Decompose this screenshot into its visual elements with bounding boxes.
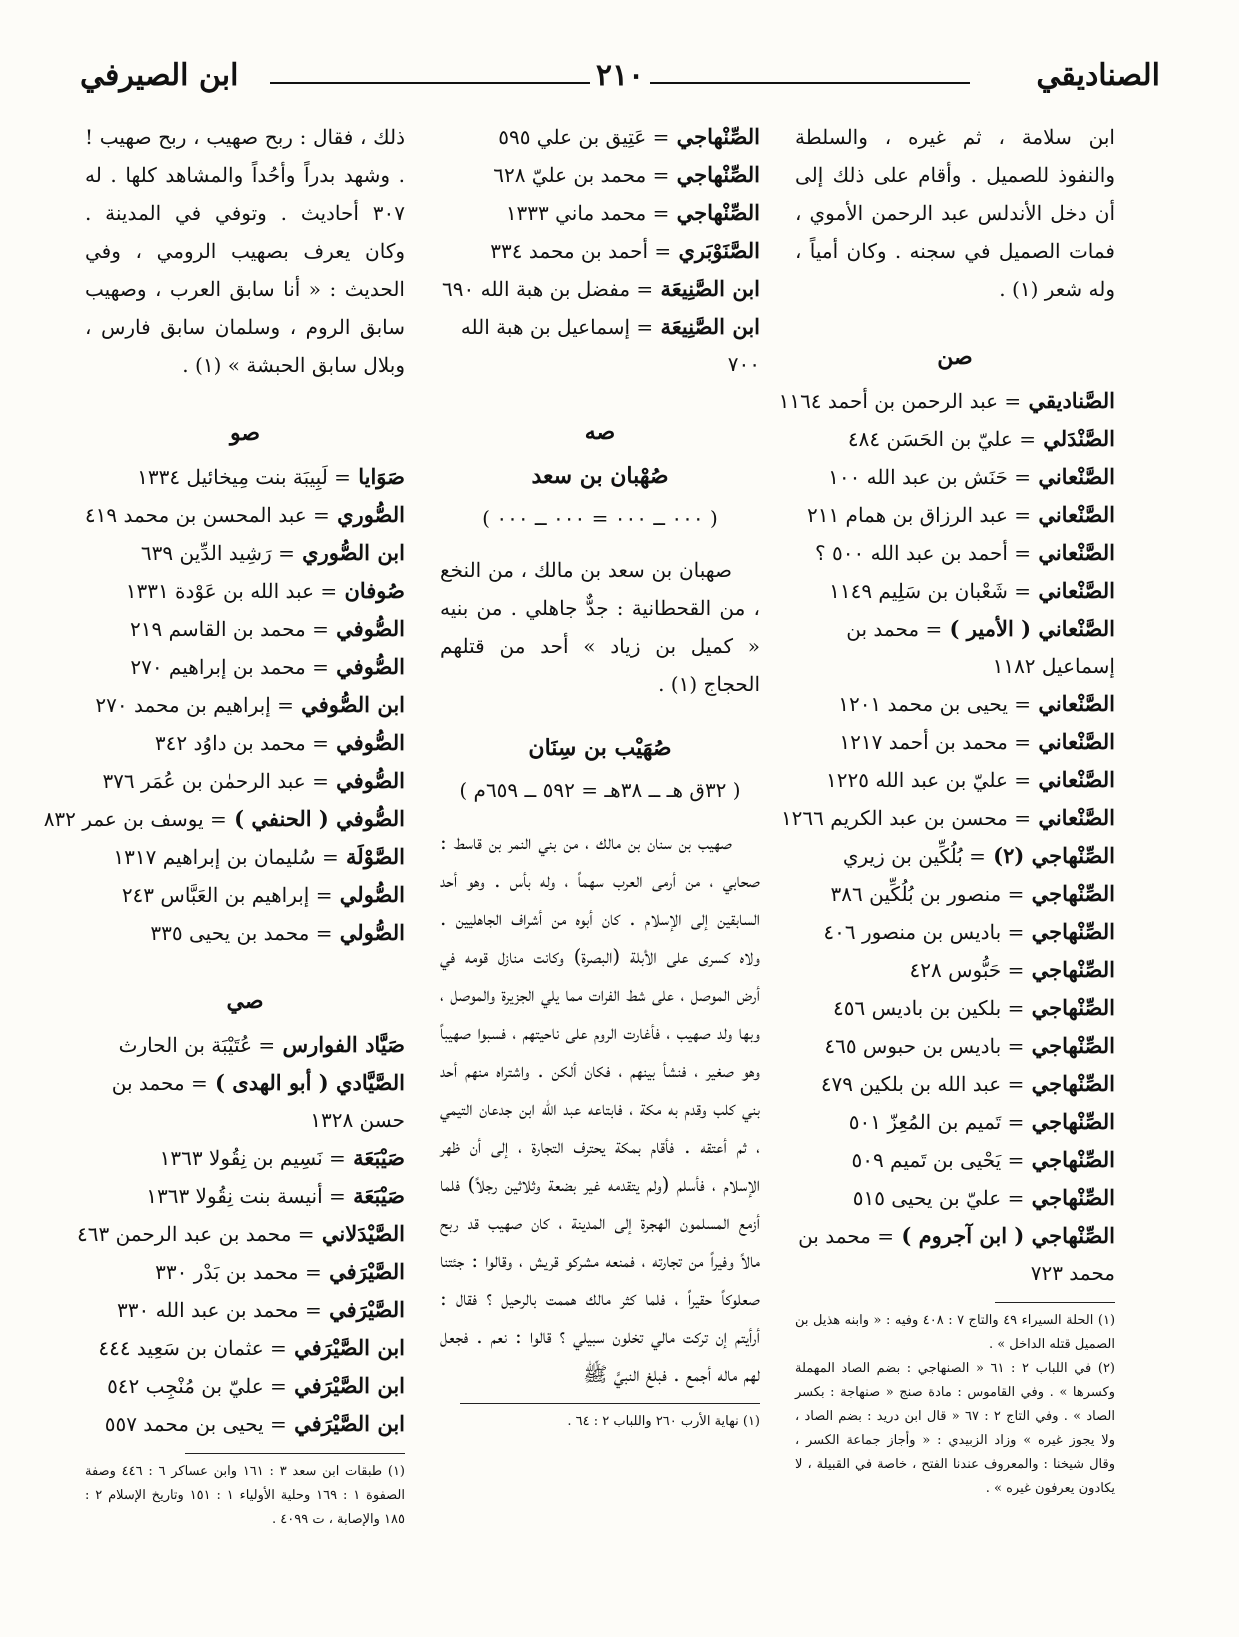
middle-entry: الصِّنْهاجي = محمد بن عليّ ٦٢٨: [493, 162, 760, 187]
left-intro-paragraph: ذلك ، فقال : ربح صهيب ، ربح صهيب ! . وشهد بدراً وأحُداً والمشاهد كلها . له ٣٠٧ أحاديث . وتوفي في المدينة . وكان يعرف بصهيب الرومي ، وفي الحديث : « أنا سابق العرب ، وصهيب سابق الروم ، وسلمان سابق فارس ، وبلال سابق الحبشة » (١) .: [85, 125, 405, 377]
middle-entry: ابن الصَّنِيعَة = إسماعيل بن هبة الله ٧٠٠: [460, 314, 760, 376]
left-sy-entry: صَيْبَعَة = أنيسة بنت نِقُولا ١٣٦٣: [146, 1183, 405, 1208]
right-column: [778, 118, 1116, 1501]
bio-text-suhban: صهبان بن سعد بن مالك ، من النخع ، من القحطانية : جدٌّ جاهلي . من بنيه « كميل بن زياد » أحد من قتلهم الحجاج (١) .: [440, 558, 760, 696]
middle-entry: الصِّنْهاجي = عَتِيق بن علي ٥٩٥: [498, 124, 760, 149]
left-sy-entry: ابن الصَّيْرَفي = يحيى بن محمد ٥٥٧: [104, 1411, 405, 1436]
page-number: ٢١٠: [595, 58, 645, 93]
left-sy-entry: الصَّيَّادي ( أبو الهدى ) = محمد بن حسن ١٣٢٨: [111, 1070, 405, 1132]
right-entry: الصِّنْهاجي = بلكين بن باديس ٤٥٦: [833, 995, 1115, 1020]
left-sy-entry: الصَّيْرَفي = محمد بن بَدْر ٣٣٠: [155, 1259, 405, 1284]
left-column: [43, 118, 405, 1532]
middle-entry: الصِّنْهاجي = محمد ماني ١٣٣٣: [505, 200, 760, 225]
section-heading-sn: صن: [937, 344, 973, 370]
right-entry: الصِّنْهاجي ( ابن آجروم ) = محمد بن محمد ٧٢٣: [798, 1223, 1115, 1285]
footnote-rule: [185, 1453, 405, 1454]
section-heading-sh: صه: [584, 419, 616, 445]
left-sw-entry: الصُّولي = إبراهيم بن العَبَّاس ٢٤٣: [121, 882, 405, 907]
bio-heading-suhban: صُهْبان بن سعد: [531, 463, 669, 489]
right-entry: الصِّنْهاجي = منصور بن بُلُكِّين ٣٨٦: [830, 881, 1115, 906]
middle-entry: ابن الصَّنِيعَة = مفضل بن هبة الله ٦٩٠: [442, 276, 760, 301]
middle-entry-list: [440, 118, 760, 383]
bio-dates-suhayb: ( ٣٢ق هـ ــ ٣٨هـ = ٥٩٢ ــ ٦٥٩م ): [459, 778, 741, 802]
left-sy-entry: ابن الصَّيْرَفي = عليّ بن مُنْجِب ٥٤٢: [107, 1373, 405, 1398]
left-sw-entry: الصُّوفي = محمد بن إبراهيم ٢٧٠: [130, 654, 405, 679]
header-left-title: ابن الصيرفي: [80, 58, 239, 93]
left-sy-entry: الصَّيْرَفي = محمد بن عبد الله ٣٣٠: [117, 1297, 405, 1322]
right-entry: الصَّنْعاني ( الأمير ) = محمد بن إسماعيل ١١٨٢: [846, 616, 1115, 678]
bio-text-suhayb: صهيب بن سنان بن مالك ، من بني النمر بن قاسط : صحابي ، من أرمى العرب سهماً ، وله بأس . وهو أحد السابقين إلى الإسلام . كان أبوه من أشراف الجاهليين . ولاه كسرى على الأبلة (البصرة) وكانت منازل قومه في أرض الموصل ، على شط الفرات مما يلي الجزيرة والموصل ، وبها ولد صهيب ، فأغارت الروم على ناحيتهم ، فسبوا صهيباً وهو صغير ، فنشأ بينهم ، فكان ألكن . واشتراه منهم أحد بني كلب وقدم به مكة ، فابتاعه عبد الله ابن جدعان التيمي ، ثم أعتقه . فأقام بمكة يحترف التجارة ، إلى أن ظهر الإسلام ، فأسلم (ولم يتقدمه غير بضعة وثلاثين رجلاً) فلما أزمع المسلمون الهجرة إلى المدينة ، كان صهيب قد ربح مالاً وفيراً من تجارته ، فمنعه مشركو قريش ، وقالوا : جئتنا صعلوكاً حقيراً ، فلما كثر مالك هممت بالرحيل ؟ فقال : أرأيتم إن تركت مالي تخلون سبيلي ؟ قالوا : نعم . فجعل لهم ماله أجمع . فبلغ النبيَّ ﷺ: [440, 830, 760, 1386]
header-rule-left: [270, 82, 590, 84]
right-footnote: (٢) في اللباب ٢ : ٦١ « الصنهاجي : بضم الصاد المهملة وكسرها » . وفي القاموس : مادة صنج « صنهاجة : بكسر الصاد » . وفي التاج ٢ : ٦٧ « قال ابن دريد : بضم الصاد ، ولا يجوز غيره » وزاد الزبيدي : « وأجاز جماعة الكسر ، وقال شيخنا : والمعروف عندنا الفتح ، خاصة في القبيلة ، لا يكادون يعرفون غيره » .: [795, 1361, 1115, 1496]
right-entry: الصِّنْهاجي = عليّ بن يحيى ٥١٥: [852, 1185, 1115, 1210]
left-sw-entry: ابن الصُّوفي = إبراهيم بن محمد ٢٧٠: [95, 692, 405, 717]
left-sw-entry: الصُّوفي ( الحنفي ) = يوسف بن عمر ٨٣٢: [43, 806, 405, 831]
right-entry: الصَّنْعاني = عليّ بن عبد الله ١٢٢٥: [826, 767, 1115, 792]
bio-dates-suhban: ( ٠٠٠ ــ ٠٠٠ = ٠٠٠ ــ ٠٠٠ ): [482, 506, 718, 530]
right-entry: الصَّنْعاني = حَنَش بن عبد الله ١٠٠: [828, 464, 1115, 489]
bio-heading-suhayb: صُهَيْب بن سِنَان: [528, 735, 672, 761]
left-entry-list-sw: [43, 458, 405, 952]
section-heading-sy: صي: [226, 988, 264, 1014]
footnote-rule: [460, 1403, 760, 1404]
right-entry: الصَّنْعاني = محسن بن عبد الكريم ١٢٦٦: [780, 805, 1115, 830]
section-heading-sw: صو: [229, 420, 261, 446]
left-sy-entry: صَيَّاد الفوارس = عُتَيْبَة بن الحارث: [118, 1032, 405, 1057]
right-entry: الصَّناديقي = عبد الرحمن بن أحمد ١١٦٤: [778, 388, 1115, 413]
right-entry: الصَّنْعاني = يحيى بن محمد ١٢٠١: [838, 691, 1115, 716]
right-entry: الصِّنْهاجي (٢) = بُلُكِّين بن زيري: [842, 843, 1115, 868]
middle-footnote: (١) نهاية الأرب ٢٦٠ واللباب ٢ : ٦٤ .: [567, 1414, 760, 1429]
left-sy-entry: الصَّيْدَلاني = محمد بن عبد الرحمن ٤٦٣: [76, 1221, 405, 1246]
page-header: [80, 52, 1160, 122]
right-footnotes: [795, 1309, 1115, 1501]
left-sy-entry: صَيْبَعَة = نَسِيم بن نِقُولا ١٣٦٣: [159, 1145, 405, 1170]
header-rule-right: [650, 82, 970, 84]
left-sw-entry: صَوَايا = لَبِيبَة بنت مِيخائيل ١٣٣٤: [137, 464, 405, 489]
right-entry: الصَّنْعاني = عبد الرزاق بن همام ٢١١: [806, 502, 1115, 527]
right-entry: الصِّنْهاجي = تَميم بن المُعِزّ ٥٠١: [848, 1109, 1115, 1134]
right-entry: الصِّنْهاجي = باديس بن حبوس ٤٦٥: [824, 1033, 1115, 1058]
left-sy-entry: ابن الصَّيْرَفي = عثمان بن سَعِيد ٤٤٤: [98, 1335, 405, 1360]
right-entry: الصَّنْدَلي = عليّ بن الحَسَن ٤٨٤: [847, 426, 1115, 451]
left-sw-entry: الصَّوْلَة = سُليمان بن إبراهيم ١٣١٧: [113, 844, 405, 869]
left-sw-entry: الصُّوفي = عبد الرحمٰن بن عُمَر ٣٧٦: [102, 768, 405, 793]
right-entry: الصِّنْهاجي = عبد الله بن بلكين ٤٧٩: [820, 1071, 1115, 1096]
left-sw-entry: ابن الصُّوري = رَشِيد الدِّين ٦٣٩: [140, 540, 405, 565]
left-sw-entry: الصُّوفي = محمد بن داوُد ٣٤٢: [154, 730, 405, 755]
right-entry: الصَّنْعاني = محمد بن أحمد ١٢١٧: [839, 729, 1115, 754]
left-sw-entry: صُوفان = عبد الله بن عَوْدة ١٣٣١: [125, 578, 405, 603]
right-entry-list: [778, 382, 1115, 1292]
right-entry: الصِّنْهاجي = حَبُّوس ٤٢٨: [909, 957, 1115, 982]
right-entry: الصِّنْهاجي = باديس بن منصور ٤٠٦: [823, 919, 1115, 944]
right-entry: الصَّنْعاني = شَعْبان بن سَلِيم ١١٤٩: [829, 578, 1115, 603]
left-entry-list-sy: [76, 1026, 405, 1443]
footnote-rule: [995, 1302, 1115, 1303]
middle-entry: الصَّنَوْبَري = أحمد بن محمد ٣٣٤: [490, 238, 760, 263]
right-intro-paragraph: ابن سلامة ، ثم غيره ، والسلطة والنفوذ للصميل . وأقام على ذلك إلى أن دخل الأندلس عبد الرحمن الأموي ، فمات الصميل في سجنه . وكان أمياً ، وله شعر (١) .: [795, 125, 1115, 301]
right-footnote: (١) الحلة السيراء ٤٩ والتاج ٧ : ٤٠٨ وفيه : « وابنه هذيل بن الصميل قتله الداخل » .: [795, 1313, 1116, 1352]
header-right-title: الصناديقي: [1036, 58, 1160, 93]
middle-column: [440, 118, 760, 1434]
left-sw-entry: الصُّولي = محمد بن يحيى ٣٣٥: [150, 920, 405, 945]
right-entry: الصَّنْعاني = أحمد بن عبد الله ٥٠٠ ؟: [815, 540, 1115, 565]
left-sw-entry: الصُّوفي = محمد بن القاسم ٢١٩: [130, 616, 405, 641]
right-entry: الصِّنْهاجي = يَحْيى بن تَميم ٥٠٩: [851, 1147, 1115, 1172]
left-footnote: (١) طبقات ابن سعد ٣ : ١٦١ وابن عساكر ٦ : ٤٤٦ وصفة الصفوة ١ : ١٦٩ وحلية الأولياء ١ : ١٥١ وتاريخ الإسلام ٢ : ١٨٥ والإصابة ، ت ٤٠٩٩ .: [85, 1464, 405, 1527]
left-sw-entry: الصُّوري = عبد المحسن بن محمد ٤١٩: [84, 502, 405, 527]
